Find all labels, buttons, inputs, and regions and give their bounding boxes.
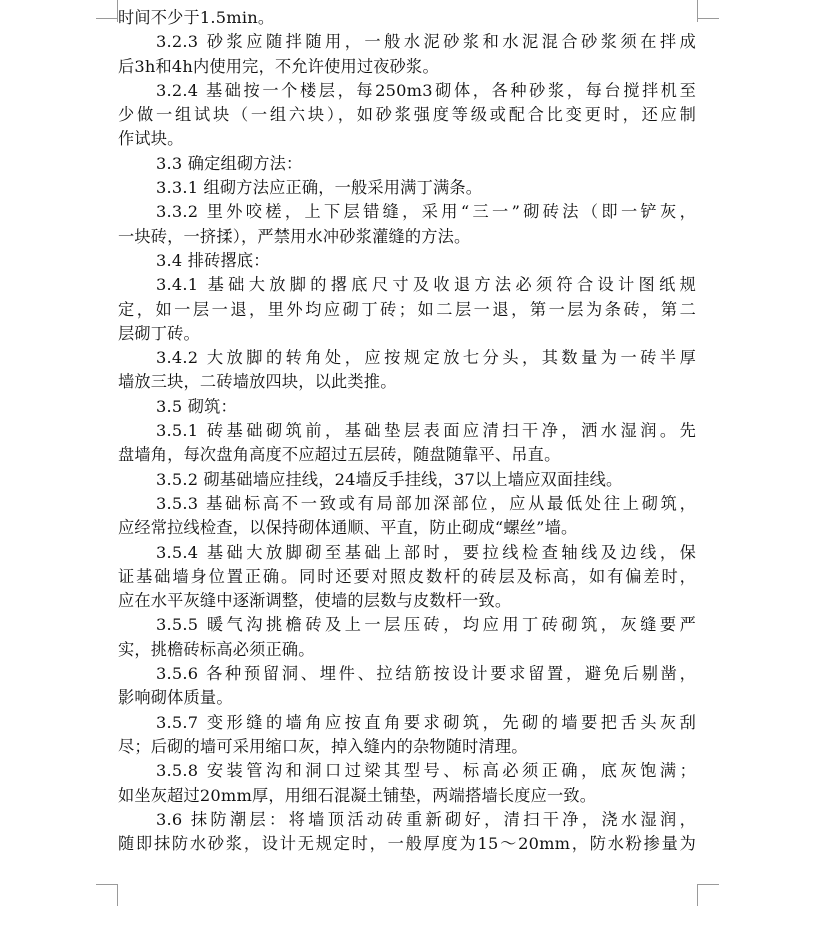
crop-mark-bottom-right-v [697, 884, 698, 906]
text-line: 证基础墙身位置正确。同时还要对照皮数杆的砖层及标高，如有偏差时， [118, 566, 696, 586]
text-line: 随即抹防水砂浆，设计无规定时，一般厚度为15～20mm，防水粉掺量为 [118, 834, 696, 854]
text-line: 3.4.1 基础大放脚的撂底尺寸及收退方法必须符合设计图纸规 [156, 275, 696, 295]
text-line: 如坐灰超过20mm厚，用细石混凝土铺垫，两端搭墙长度应一致。 [118, 785, 597, 805]
crop-mark-bottom-left-v [117, 884, 118, 906]
text-line: 3.5.3 基础标高不一致或有局部加深部位，应从最低处往上砌筑， [156, 493, 696, 513]
text-line: 一块砖，一挤揉），严禁用水冲砂浆灌缝的方法。 [118, 226, 471, 246]
text-line: 3.5.6 各种预留洞、埋件、拉结筋按设计要求留置，避免后剔凿， [156, 664, 696, 684]
text-line: 3.5.1 砖基础砌筑前，基础垫层表面应清扫干净，洒水湿润。先 [156, 421, 696, 441]
text-line: 实，挑檐砖标高必须正确。 [118, 639, 315, 659]
text-line: 3.4 排砖撂底： [156, 250, 270, 270]
text-line: 层砌丁砖。 [118, 323, 200, 343]
text-line: 时间不少于1.5min。 [118, 8, 275, 27]
crop-mark-top-right-h [697, 18, 719, 19]
text-line: 3.6 抹防潮层：将墙顶活动砖重新砌好，清扫干净，浇水湿润， [156, 809, 696, 829]
crop-mark-top-left-h [96, 18, 118, 19]
text-line: 盘墙角，每次盘角高度不应超过五层砖，随盘随靠平、吊直。 [118, 445, 561, 465]
text-line: 定，如一层一退，里外均应砌丁砖；如二层一退，第一层为条砖，第二 [118, 299, 696, 319]
text-line: 3.3.2 里外咬槎，上下层错缝，采用“三一”砌砖法（即一铲灰， [156, 202, 696, 222]
text-line: 3.3.1 组砌方法应正确，一般采用满丁满条。 [156, 178, 483, 198]
crop-mark-top-right-v [697, 0, 698, 22]
text-line: 影响砌体质量。 [118, 688, 233, 708]
text-line: 3.5 砌筑： [156, 396, 237, 416]
text-line: 少做一组试块（一组六块），如砂浆强度等级或配合比变更时，还应制 [118, 105, 696, 125]
text-line: 3.5.2 砌基础墙应挂线，24墙反手挂线，37以上墙应双面挂线。 [156, 469, 623, 489]
text-line: 3.4.2 大放脚的转角处，应按规定放七分头，其数量为一砖半厚 [156, 348, 696, 368]
text-line: 3.5.7 变形缝的墙角应按直角要求砌筑，先砌的墙要把舌头灰刮 [156, 712, 696, 732]
text-line: 后3h和4h内使用完，不允许使用过夜砂浆。 [118, 56, 439, 76]
text-line: 作试块。 [118, 129, 184, 149]
text-line: 3.5.4 基础大放脚砌至基础上部时，要拉线检查轴线及边线，保 [156, 542, 696, 562]
document-body [118, 6, 696, 856]
text-line: 应经常拉线检查，以保持砌体通顺、平直，防止砌成“螺丝”墙。 [118, 518, 578, 538]
text-line: 墙放三块，二砖墙放四块，以此类推。 [118, 372, 397, 392]
text-line: 3.3 确定组砌方法： [156, 153, 303, 173]
crop-mark-bottom-left-h [96, 884, 118, 885]
text-line: 应在水平灰缝中逐渐调整，使墙的层数与皮数杆一致。 [118, 591, 512, 611]
text-line: 3.2.3 砂浆应随拌随用，一般水泥砂浆和水泥混合砂浆须在拌成 [156, 32, 696, 52]
text-line: 3.2.4 基础按一个楼层，每250m3砌体，各种砂浆，每台搅拌机至 [156, 80, 696, 100]
text-line: 3.5.5 暖气沟挑檐砖及上一层压砖，均应用丁砖砌筑，灰缝要严 [156, 615, 696, 635]
text-line: 3.5.8 安装管沟和洞口过梁其型号、标高必须正确，底灰饱满； [156, 761, 696, 781]
crop-mark-bottom-right-h [697, 884, 719, 885]
text-line: 尽；后砌的墙可采用缩口灰，掉入缝内的杂物随时清理。 [118, 736, 528, 756]
